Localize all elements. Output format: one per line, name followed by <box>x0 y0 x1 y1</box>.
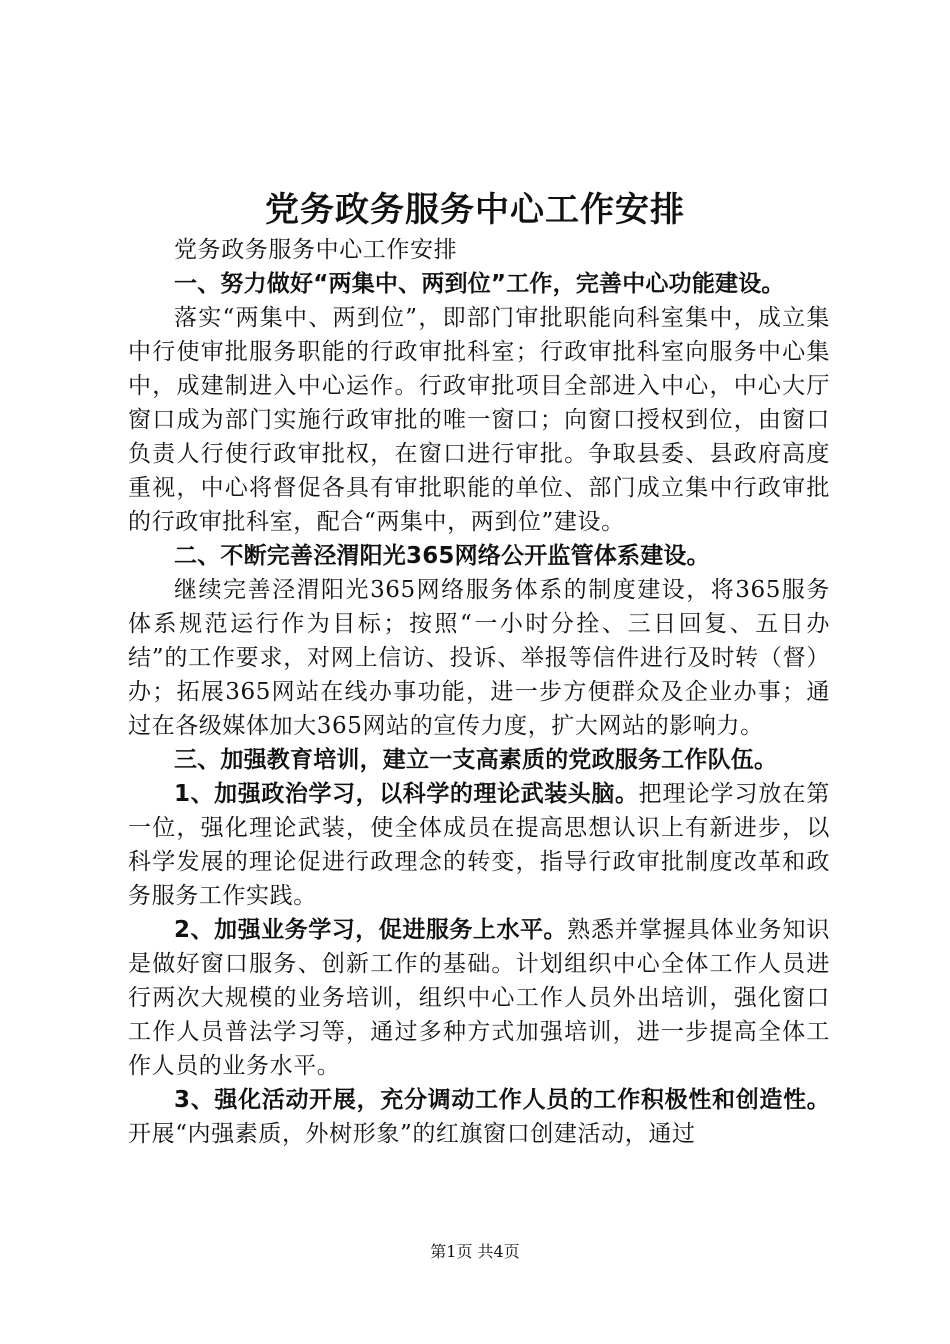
section-item-3 <box>128 1083 830 1151</box>
section-item-lead: 1、加强政治学习，以科学的理论武装头脑。 <box>174 781 639 807</box>
section-item-lead: 2、加强业务学习，促进服务上水平。 <box>174 917 568 943</box>
section-item-2 <box>128 913 830 1083</box>
section-item-1 <box>128 777 830 913</box>
document-title: 党务政务服务中心工作安排 <box>265 190 685 230</box>
section-heading-2: 二、不断完善泾渭阳光365网络公开监管体系建设。 <box>174 543 710 569</box>
document-subtitle: 党务政务服务中心工作安排 <box>174 237 458 263</box>
document-body <box>128 233 830 1151</box>
section-item-text: 开展“内强素质，外树形象”的红旗窗口创建活动，通过 <box>128 1121 696 1147</box>
section-paragraph-1: 落实“两集中、两到位”，即部门审批职能向科室集中，成立集中行使审批服务职能的行政审批科室；行政审批科室向服务中心集中，成建制进入中心运作。行政审批项目全部进入中心，中心大厅窗口成为部门实施行政审批的唯一窗口；向窗口授权到位，由窗口负责人行使行政审批权，在窗口进行审批。争取县委、县政府高度重视，中心将督促各具有审批职能的单位、部门成立集中行政审批的行政审批科室，配合“两集中，两到位”建设。 <box>128 305 830 535</box>
section-item-text: 熟悉并掌握具体业务知识是做好窗口服务、创新工作的基础。计划组织中心全体工作人员进行两次大规模的业务培训，组织中心工作人员外出培训，强化窗口工作人员普法学习等，通过多种方式加强培训，进一步提高全体工作人员的业务水平。 <box>128 917 830 1079</box>
section-item-text: 把理论学习放在第一位，强化理论武装，使全体成员在提高思想认识上有新进步，以科学发展的理论促进行政理念的转变，指导行政审批制度改革和政务服务工作实践。 <box>128 781 830 909</box>
page-footer: 第1页 共4页 <box>430 1242 520 1261</box>
section-heading-3: 三、加强教育培训，建立一支高素质的党政服务工作队伍。 <box>174 747 778 773</box>
section-heading-1: 一、努力做好“两集中、两到位”工作，完善中心功能建设。 <box>174 271 785 297</box>
section-item-lead: 3、强化活动开展，充分调动工作人员的工作积极性和创造性。 <box>174 1087 830 1113</box>
section-paragraph-2: 继续完善泾渭阳光365网络服务体系的制度建设，将365服务体系规范运行作为目标；按照“一小时分拴、三日回复、五日办结”的工作要求，对网上信访、投诉、举报等信件进行及时转（督）办；拓展365网站在线办事功能，进一步方便群众及企业办事；通过在各级媒体加大365网站的宣传力度，扩大网站的影响力。 <box>128 577 830 739</box>
